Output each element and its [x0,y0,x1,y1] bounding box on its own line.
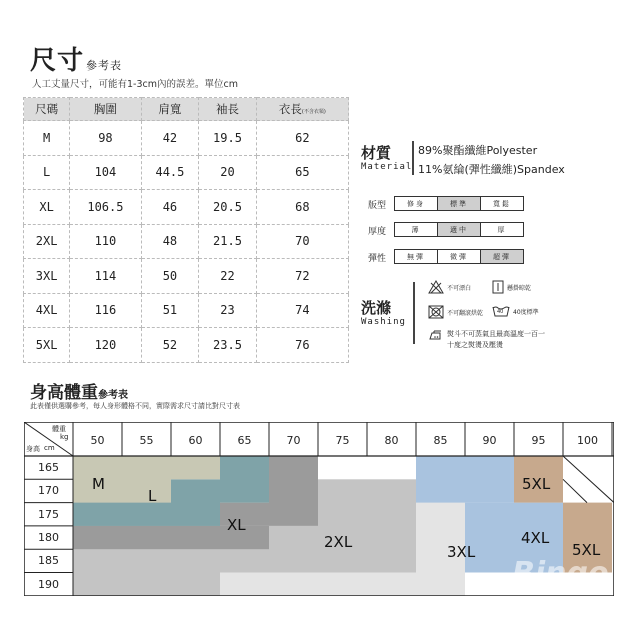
grid-diag-line [563,456,614,503]
size-cell: 23.5 [199,328,257,363]
wash-tub-icon [492,305,510,317]
zone-2xl [73,573,220,596]
size-cell: 106.5 [70,190,141,225]
size-chart-note: 人工丈量尺寸，可能有1-3cm內的誤差。單位cm [32,79,238,90]
attribute-option: 無彈 [395,250,438,263]
no-bleach-icon [428,280,444,294]
height-label: 175 [38,507,59,521]
body-weight-note: 此表僅供選購參考，每人身形體格不同，實際需求尺寸請比對尺寸表 [30,402,240,410]
grid-corner-cm: cm [44,444,55,452]
size-cell: 70 [256,224,348,259]
zone-label-l: L [148,487,157,505]
size-cell: 110 [70,224,141,259]
attribute-options [394,196,524,211]
weight-header: 60 [188,434,203,447]
header-sleeve: 袖長 [199,98,257,121]
zone-label-4xl: 4XL [521,529,550,547]
zone-l [220,456,269,503]
size-cell: 51 [141,293,199,328]
weight-header: 55 [139,434,154,447]
attribute-option: 厚 [497,225,507,234]
size-row [24,155,349,190]
size-cell: 23 [199,293,257,328]
size-table-body [24,121,349,363]
attribute-option: 修身 [395,197,438,210]
size-cell: 19.5 [199,121,257,156]
size-cell: 20.5 [199,190,257,225]
size-cell: 68 [256,190,348,225]
size-chart-title-main: 尺寸 [30,46,85,76]
size-cell: 50 [141,259,199,294]
body-weight-grid [24,422,614,596]
size-row [24,121,349,156]
no-tumble-label: 不可翻滾烘乾 [447,309,484,317]
zone-xl [171,526,269,549]
size-cell: 116 [70,293,141,328]
grid-corner-kg: kg [60,433,69,441]
size-cell: XL [24,190,70,225]
hang-dry-label: 懸掛晾乾 [507,284,532,292]
zone-xl [73,526,171,549]
size-table-header-row [24,98,349,121]
size-cell: 46 [141,190,199,225]
zone-label-5xl-a: 5XL [522,475,551,493]
header-length-note: (不含衣領) [301,109,326,115]
no-bleach-item [428,280,471,294]
attribute-label: 厚度 [368,227,387,237]
zone-label-5xl-b: 5XL [572,541,601,559]
size-row [24,293,349,328]
size-cell: 42 [141,121,199,156]
grid-corner-weight: 體重 [52,425,66,433]
zone-label-3xl: 3XL [447,543,476,561]
size-chart-title-suffix: 參考表 [86,59,123,72]
no-bleach-label: 不可漂白 [447,284,472,292]
material-line-1: 89%聚酯纖維Polyester [418,144,538,157]
height-label: 170 [38,484,59,498]
no-tumble-item [428,305,483,319]
attribute-option: 標準 [438,197,481,210]
weight-header: 50 [90,434,105,447]
zone-2xl [318,479,416,572]
body-weight-title [30,378,128,403]
attribute-option: 寬鬆 [493,199,511,208]
header-shoulder: 肩寬 [141,98,199,121]
washing-divider [413,282,415,344]
attribute-options [394,222,524,237]
size-row [24,328,349,363]
zone-label-xl: XL [227,516,246,534]
size-cell: 4XL [24,293,70,328]
iron-icon [428,329,444,341]
material-sub: Material [361,162,413,172]
attribute-option: 薄 [395,223,438,236]
zone-m [171,456,220,479]
weight-header: 90 [482,434,497,447]
size-cell: 52 [141,328,199,363]
size-cell: 104 [70,155,141,190]
size-cell: M [24,121,70,156]
size-cell: 62 [256,121,348,156]
header-length [256,98,348,121]
header-size: 尺碼 [24,98,70,121]
washing-label: 洗滌 [361,299,392,317]
height-label: 165 [38,461,59,474]
attribute-label: 版型 [368,201,387,211]
size-cell: 120 [70,328,141,363]
weight-header: 95 [531,434,546,447]
height-label: 180 [38,530,59,544]
weight-header: 85 [433,434,448,447]
header-chest: 胸圍 [70,98,141,121]
attribute-option: 微彈 [438,250,481,263]
size-cell: 98 [70,121,141,156]
hang-dry-item [492,280,531,294]
material-label: 材質 [361,144,392,162]
size-cell: 3XL [24,259,70,294]
size-cell: 65 [256,155,348,190]
attribute-option: 超彈 [481,250,523,263]
size-cell: 76 [256,328,348,363]
watermark: Bingo [512,556,609,591]
grid-diag-line [563,479,587,502]
zone-l [73,503,171,526]
weight-header: 70 [286,434,301,447]
body-weight-title-main: 身高體重 [30,383,98,403]
size-cell: L [24,155,70,190]
material-divider [412,141,414,175]
zone-label-m: M [92,475,105,493]
size-row [24,259,349,294]
no-tumble-dry-icon [428,305,444,319]
zone-4xl [416,456,514,503]
size-table [23,97,349,363]
attribute-label: 彈性 [368,254,387,264]
wash-temp-icon-text: 40 [497,309,504,315]
size-cell: 72 [256,259,348,294]
grid-corner-height: 身高 [26,445,40,453]
washing-sub: Washing [361,317,406,327]
material-line-2: 11%氨綸(彈性纖維)Spandex [418,163,565,176]
height-label: 190 [38,577,59,591]
zone-label-2xl: 2XL [324,533,353,551]
size-cell: 5XL [24,328,70,363]
attribute-options [394,249,524,264]
weight-header: 65 [237,434,252,447]
iron-line-1: 熨斗不可蒸氣且最高溫度一百一 [447,330,545,338]
size-cell: 74 [256,293,348,328]
height-label: 185 [38,554,59,568]
zone-l [171,479,220,526]
header-length-label: 衣長 [278,102,302,116]
size-row [24,190,349,225]
attribute-option: 適中 [438,223,481,236]
zone-xl [269,456,318,526]
iron-line-2: 十度之熨燙及壓燙 [447,341,503,349]
size-cell: 2XL [24,224,70,259]
size-cell: 48 [141,224,199,259]
size-row [24,224,349,259]
weight-header: 100 [577,434,598,447]
body-weight-title-suffix: 參考表 [98,390,128,401]
iron-text [447,329,545,351]
size-chart-title [30,40,122,77]
hang-dry-icon [492,280,504,294]
size-cell: 21.5 [199,224,257,259]
size-cell: 22 [199,259,257,294]
size-cell: 114 [70,259,141,294]
size-cell: 44.5 [141,155,199,190]
size-cell: 20 [199,155,257,190]
weight-header: 80 [384,434,399,447]
iron-item [428,329,545,351]
weight-header: 75 [335,434,350,447]
wash-temp-label: 40度標準 [513,308,539,316]
wash-temp-item [492,305,539,317]
